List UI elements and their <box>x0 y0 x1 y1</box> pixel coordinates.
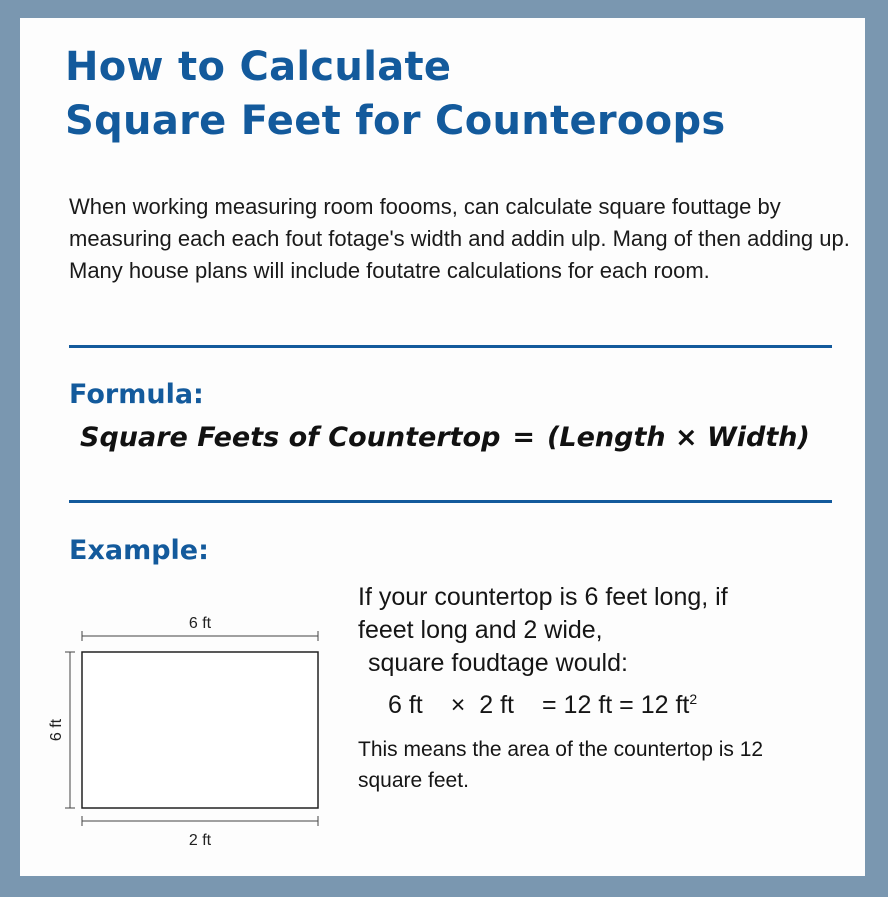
calc-width: 2 ft <box>479 691 515 720</box>
page-title <box>65 40 726 148</box>
formula-rhs: (Length × Width) <box>547 422 810 453</box>
formula-expression <box>80 422 810 453</box>
calc-length: 6 ft <box>388 691 423 720</box>
countertop-rectangle <box>82 652 318 808</box>
example-line-1: If your countertop is 6 feet long, if <box>358 583 728 611</box>
top-dimension-label: 6 ft <box>188 615 212 632</box>
title-line-1: How to Calculate <box>65 44 452 90</box>
calc-times: × <box>450 691 466 720</box>
divider-bottom <box>69 500 832 503</box>
example-explanation <box>358 581 828 796</box>
formula-equals: = <box>512 422 536 453</box>
example-calculation <box>358 680 828 724</box>
calc-exponent: 2 <box>689 691 698 707</box>
left-dimension-label: 6 ft <box>48 718 65 742</box>
example-note: This means the area of the countertop is 12 square feet. <box>358 738 764 793</box>
content-card <box>20 18 865 876</box>
divider-top <box>69 345 832 348</box>
example-line-2: feeet long and 2 wide, <box>358 616 603 644</box>
title-line-2: Square Feet for Counteroops <box>65 98 726 144</box>
bottom-dimension-label: 2 ft <box>188 832 212 849</box>
example-line-3: square foudtage would: <box>368 649 628 677</box>
calc-result-1: = 12 ft <box>542 691 613 720</box>
intro-paragraph: When working measuring room foooms, can calculate square fouttage by measuring each each fout fotage's width and addin ulp. Mang of then adding up. Many house plans will include foutatre calculations for each room. <box>69 194 850 283</box>
example-heading: Example: <box>69 535 209 566</box>
countertop-diagram <box>48 596 330 849</box>
formula-lhs: Square Feets of Countertop <box>80 422 501 453</box>
formula-heading: Formula: <box>69 379 204 410</box>
calc-result-2: = 12 ft <box>619 691 690 720</box>
